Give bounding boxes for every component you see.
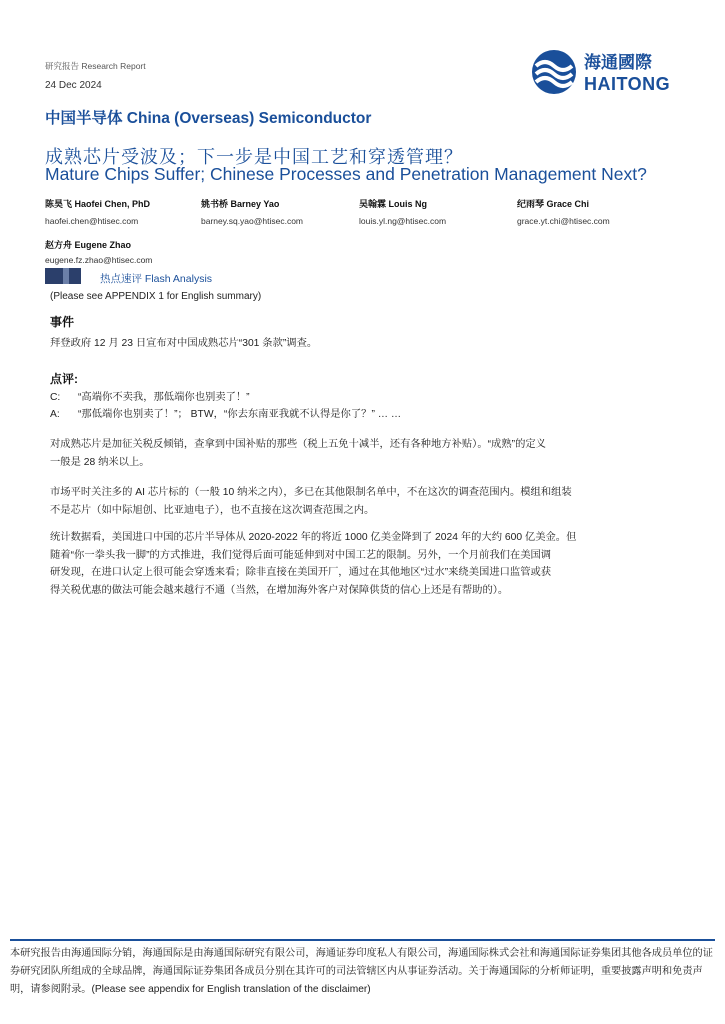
paragraph-line: 不是芯片（如中际旭创、比亚迪电子），也不直接在这次调查范围之内。 bbox=[50, 504, 375, 516]
comment-paragraph bbox=[50, 529, 576, 599]
author-name: 陈昊飞 Haofei Chen, PhD bbox=[45, 199, 151, 209]
dialogue-speaker: A: bbox=[50, 409, 60, 420]
paragraph-line: 研发现，在进口认定上很可能会穿透来看；除非直接在美国开厂，通过在其他地区“过水”来绕美国进口监管或获 bbox=[50, 567, 552, 578]
author-name: 纪雨琴 Grace Chi bbox=[517, 199, 590, 209]
paragraph-line: 市场平时关注多的 AI 芯片标的（一般 10 纳米之内），多已在其他限制名单中，不在这次的调查范围内。模组和组装 bbox=[50, 487, 572, 498]
dialogue-line bbox=[50, 389, 250, 407]
haitong-logo bbox=[530, 48, 680, 96]
appendix-note: (Please see APPENDIX 1 for English summary) bbox=[50, 291, 262, 302]
comment-heading: 点评: bbox=[50, 372, 78, 386]
author-email[interactable]: louis.yl.ng@htisec.com bbox=[359, 216, 447, 226]
author-name: 姚书桥 Barney Yao bbox=[201, 199, 280, 209]
dialogue-text: “高端你不卖我，那低端你也别卖了！” bbox=[78, 392, 250, 403]
author-email[interactable]: grace.yt.chi@htisec.com bbox=[517, 216, 610, 226]
sector-title: 中国半导体 China (Overseas) Semiconductor bbox=[45, 110, 372, 127]
paragraph-line: 对成熟芯片是加征关税反倾销，查拿到中国补贴的那些（税上五免十减半，还有各种地方补贴）。“成熟”的定义 bbox=[50, 439, 546, 450]
footer-disclaimer: 本研究报告由海通国际分销，海通国际是由海通国际研究有限公司，海通证券印度私人有限公司，海通国际株式会社和海通国际证券集团其他各成员单位的证券研究团队所组成的全球品牌，海通国际证券集团各成员分别在其许可的司法管辖区内从事证券活动。关于海通国际的分析师证明，重要披露声明和免责声明，请参阅附录。(Please see appendix for English translation of the disclaimer) bbox=[10, 948, 713, 995]
flash-analysis-bar-icon bbox=[45, 268, 81, 284]
report-date: 24 Dec 2024 bbox=[45, 80, 102, 91]
comment-paragraph bbox=[50, 436, 546, 471]
title-chinese: 成熟芯片受波及；下一步是中国工艺和穿透管理？ bbox=[45, 147, 463, 168]
event-text bbox=[50, 335, 317, 353]
event-heading: 事件 bbox=[50, 315, 75, 329]
paragraph-line: 一般是 28 纳米以上。 bbox=[50, 456, 150, 468]
paragraph-line: 随着“你一拳头我一脚”的方式推进，我们觉得后面可能延伸到对中国工艺的限制。另外，一个月前我们在美国调 bbox=[50, 549, 552, 561]
title-english: Mature Chips Suffer; Chinese Processes and Penetration Management Next? bbox=[45, 164, 647, 184]
paragraph-line: 统计数据看，美国进口中国的芯片半导体从 2020-2022 年的将近 1000 亿美金降到了 2024 年的大约 600 亿美金。但 bbox=[50, 532, 577, 543]
logo-cn-text: 海通國際 bbox=[584, 53, 652, 73]
haitong-logo-mark-icon bbox=[530, 48, 680, 96]
logo-en-text: HAITONG bbox=[584, 74, 671, 94]
paragraph-line: 得关税优惠的做法可能会越来越行不通（当然，在增加海外客户对保障供货的信心上还是有帮助的）。 bbox=[50, 584, 509, 596]
author-email[interactable]: haofei.chen@htisec.com bbox=[45, 216, 139, 226]
comment-paragraph bbox=[50, 484, 572, 519]
author-name: 赵方舟 Eugene Zhao bbox=[45, 240, 132, 250]
author-name: 吴翰霖 Louis Ng bbox=[359, 199, 427, 209]
event-text-line: 拜登政府 12 月 23 日宣布对中国成熟芯片“301 条款”调查。 bbox=[50, 338, 318, 349]
author-email[interactable]: barney.sq.yao@htisec.com bbox=[201, 216, 304, 226]
footer-divider bbox=[10, 939, 715, 941]
dialogue-line bbox=[50, 406, 401, 424]
dialogue-text: “那低端你也别卖了！”； BTW，“你去东南亚我就不认得是你了？” … … bbox=[78, 409, 402, 420]
author-email[interactable]: eugene.fz.zhao@htisec.com bbox=[45, 255, 153, 265]
flash-analysis-title: 热点速评 Flash Analysis bbox=[100, 273, 213, 285]
report-type-label: 研究报告 Research Report bbox=[45, 61, 146, 71]
dialogue-speaker: C: bbox=[50, 392, 61, 403]
